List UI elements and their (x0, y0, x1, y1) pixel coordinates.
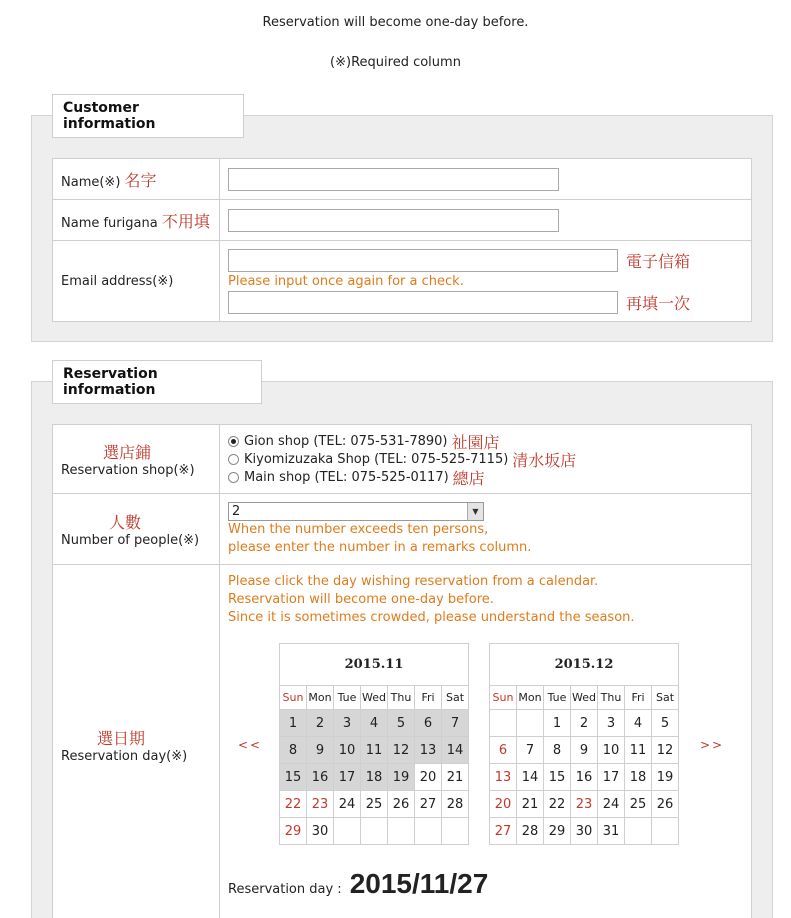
weekday-header: Tue (334, 686, 361, 710)
name-label-cell (53, 159, 220, 200)
email-confirm-input[interactable] (228, 291, 618, 314)
calendar-day[interactable]: 16 (571, 764, 598, 791)
calendar-day[interactable]: 9 (571, 737, 598, 764)
day-label: Reservation day(※) (61, 748, 188, 764)
calendar-day[interactable]: 22 (280, 791, 307, 818)
furigana-label-cell (53, 200, 220, 241)
calendar-day[interactable]: 14 (517, 764, 544, 791)
email-note: 電子信箱 (626, 251, 691, 271)
calendar-day: 5 (388, 710, 415, 737)
weekday-header: Tue (544, 686, 571, 710)
calendar-day[interactable]: 28 (517, 818, 544, 845)
calendar-day[interactable]: 26 (388, 791, 415, 818)
calendar-day: 13 (415, 737, 442, 764)
calendar-title: 2015.11 (280, 644, 469, 686)
calendar-day: 15 (280, 764, 307, 791)
furigana-input[interactable] (228, 209, 559, 232)
shop-label-cell (53, 425, 220, 494)
day-label-cell (53, 565, 220, 918)
calendar-day[interactable]: 2 (571, 710, 598, 737)
calendar-day[interactable]: 30 (307, 818, 334, 845)
shop-option-label: Main shop (TEL: 075-525-0117) (244, 469, 449, 485)
day-note: 選日期 (97, 728, 146, 748)
calendar-day: 16 (307, 764, 334, 791)
people-select[interactable] (228, 502, 484, 521)
calendar-day[interactable]: 13 (490, 764, 517, 791)
weekday-header: Wed (361, 686, 388, 710)
calendar-day: 14 (442, 737, 469, 764)
weekday-header: Sat (652, 686, 679, 710)
calendar-day: 9 (307, 737, 334, 764)
weekday-header: Fri (415, 686, 442, 710)
shop-option-label: Kiyomizuzaka Shop (TEL: 075-525-7115) (244, 451, 509, 467)
radio-gion[interactable] (228, 436, 239, 447)
chevron-down-icon[interactable]: ▼ (467, 503, 483, 520)
prev-month-button[interactable]: << (238, 738, 263, 752)
calendar-empty-cell (415, 818, 442, 845)
name-input[interactable] (228, 168, 559, 191)
calendar-day[interactable]: 31 (598, 818, 625, 845)
calendar-day[interactable]: 22 (544, 791, 571, 818)
shop-option-note: 清水坂店 (512, 450, 577, 470)
shop-option-note: 總店 (452, 468, 485, 488)
people-label-cell (53, 494, 220, 565)
weekday-header: Sat (442, 686, 469, 710)
email-field-cell (220, 241, 752, 322)
calendar-empty-cell (334, 818, 361, 845)
day-hint-2: Reservation will become one-day before. (228, 592, 494, 607)
calendar-day: 1 (280, 710, 307, 737)
calendar-day: 12 (388, 737, 415, 764)
calendar-day[interactable]: 20 (415, 764, 442, 791)
day-hint-3: Since it is sometimes crowded, please understand the season. (228, 610, 635, 625)
calendar-day[interactable]: 4 (625, 710, 652, 737)
calendar-day[interactable]: 11 (625, 737, 652, 764)
calendar-empty-cell (517, 710, 544, 737)
people-note: 人數 (109, 513, 142, 532)
selected-day-label: Reservation day : (228, 882, 342, 897)
people-hint-1: When the number exceeds ten persons, (228, 521, 489, 537)
people-field-cell (220, 494, 752, 565)
weekday-header: Sun (490, 686, 517, 710)
calendar-day[interactable]: 29 (544, 818, 571, 845)
calendar-day: 19 (388, 764, 415, 791)
shop-option-kiyomizuzaka[interactable] (228, 450, 751, 468)
reservation-section-title: Reservation information (52, 360, 262, 404)
calendar-day[interactable]: 19 (652, 764, 679, 791)
calendar-day[interactable]: 30 (571, 818, 598, 845)
furigana-label: Name furigana (61, 215, 158, 231)
calendar-day: 18 (361, 764, 388, 791)
furigana-note: 不用填 (161, 211, 210, 231)
email-confirm-note: 再填一次 (626, 293, 691, 313)
calendar-november (279, 643, 469, 845)
calendar-day: 6 (415, 710, 442, 737)
calendar-day[interactable]: 15 (544, 764, 571, 791)
calendar-day[interactable]: 25 (361, 791, 388, 818)
calendar-day: 10 (334, 737, 361, 764)
calendar-empty-cell (625, 818, 652, 845)
email-check-hint: Please input once again for a check. (228, 273, 464, 289)
calendar-day[interactable]: 7 (517, 737, 544, 764)
calendar-day[interactable]: 29 (280, 818, 307, 845)
people-select-value: 2 (232, 503, 241, 519)
calendar-day: 7 (442, 710, 469, 737)
calendar-day[interactable]: 23 (571, 791, 598, 818)
calendar-day[interactable]: 27 (490, 818, 517, 845)
people-label: Number of people(※) (61, 533, 200, 548)
weekday-header: Sun (280, 686, 307, 710)
calendar-day: 11 (361, 737, 388, 764)
name-note: 名字 (124, 170, 157, 190)
customer-form (52, 158, 752, 322)
calendar-empty-cell (490, 710, 517, 737)
email-label: Email address(※) (61, 273, 174, 289)
weekday-header: Wed (571, 686, 598, 710)
furigana-field-cell (220, 200, 752, 241)
calendar-empty-cell (652, 818, 679, 845)
shop-option-note: 祉園店 (451, 432, 500, 452)
weekday-header: Thu (598, 686, 625, 710)
weekday-header: Mon (517, 686, 544, 710)
radio-kiyomizuzaka[interactable] (228, 454, 239, 465)
next-month-button[interactable]: >> (700, 738, 725, 752)
calendar-day: 3 (334, 710, 361, 737)
weekday-header: Mon (307, 686, 334, 710)
radio-main[interactable] (228, 472, 239, 483)
shop-option-label: Gion shop (TEL: 075-531-7890) (244, 433, 448, 449)
calendar-empty-cell (388, 818, 415, 845)
calendar-day[interactable]: 21 (442, 764, 469, 791)
shop-option-gion[interactable] (228, 432, 751, 450)
people-hint-2: please enter the number in a remarks column. (228, 539, 532, 555)
calendar-day[interactable]: 25 (625, 791, 652, 818)
shop-label: Reservation shop(※) (61, 463, 195, 478)
calendar-day: 2 (307, 710, 334, 737)
calendar-day[interactable]: 8 (544, 737, 571, 764)
name-label: Name(※) (61, 174, 121, 190)
weekday-header: Thu (388, 686, 415, 710)
shop-option-main[interactable] (228, 468, 751, 486)
calendar-day[interactable]: 21 (517, 791, 544, 818)
calendar-day[interactable]: 17 (598, 764, 625, 791)
calendar-day: 8 (280, 737, 307, 764)
calendar-day[interactable]: 24 (334, 791, 361, 818)
calendar-day[interactable]: 26 (652, 791, 679, 818)
selected-day-row (228, 868, 488, 900)
calendar-day[interactable]: 27 (415, 791, 442, 818)
calendar-day[interactable]: 18 (625, 764, 652, 791)
shop-field-cell (220, 425, 752, 494)
calendar-day: 17 (334, 764, 361, 791)
calendar-day[interactable]: 10 (598, 737, 625, 764)
calendar-day[interactable]: 12 (652, 737, 679, 764)
calendar-day[interactable]: 28 (442, 791, 469, 818)
shop-note: 選店鋪 (103, 443, 152, 462)
customer-section-title: Customer information (52, 94, 244, 138)
calendar-title: 2015.12 (490, 644, 679, 686)
weekday-header: Fri (625, 686, 652, 710)
calendar-december (489, 643, 679, 845)
name-field-cell (220, 159, 752, 200)
required-note: (※)Required column (330, 55, 461, 70)
day-hint-1: Please click the day wishing reservation from a calendar. (228, 574, 599, 589)
calendar-day[interactable]: 20 (490, 791, 517, 818)
intro-notice: Reservation will become one-day before. (262, 15, 529, 30)
calendar-day[interactable]: 24 (598, 791, 625, 818)
email-label-cell (53, 241, 220, 322)
selected-day-value: 2015/11/27 (349, 868, 489, 899)
calendar-empty-cell (442, 818, 469, 845)
calendar-day: 4 (361, 710, 388, 737)
email-input[interactable] (228, 249, 618, 272)
calendar-day[interactable]: 1 (544, 710, 571, 737)
calendar-day[interactable]: 3 (598, 710, 625, 737)
calendar-day[interactable]: 5 (652, 710, 679, 737)
calendar-day[interactable]: 6 (490, 737, 517, 764)
calendar-empty-cell (361, 818, 388, 845)
calendar-day[interactable]: 23 (307, 791, 334, 818)
